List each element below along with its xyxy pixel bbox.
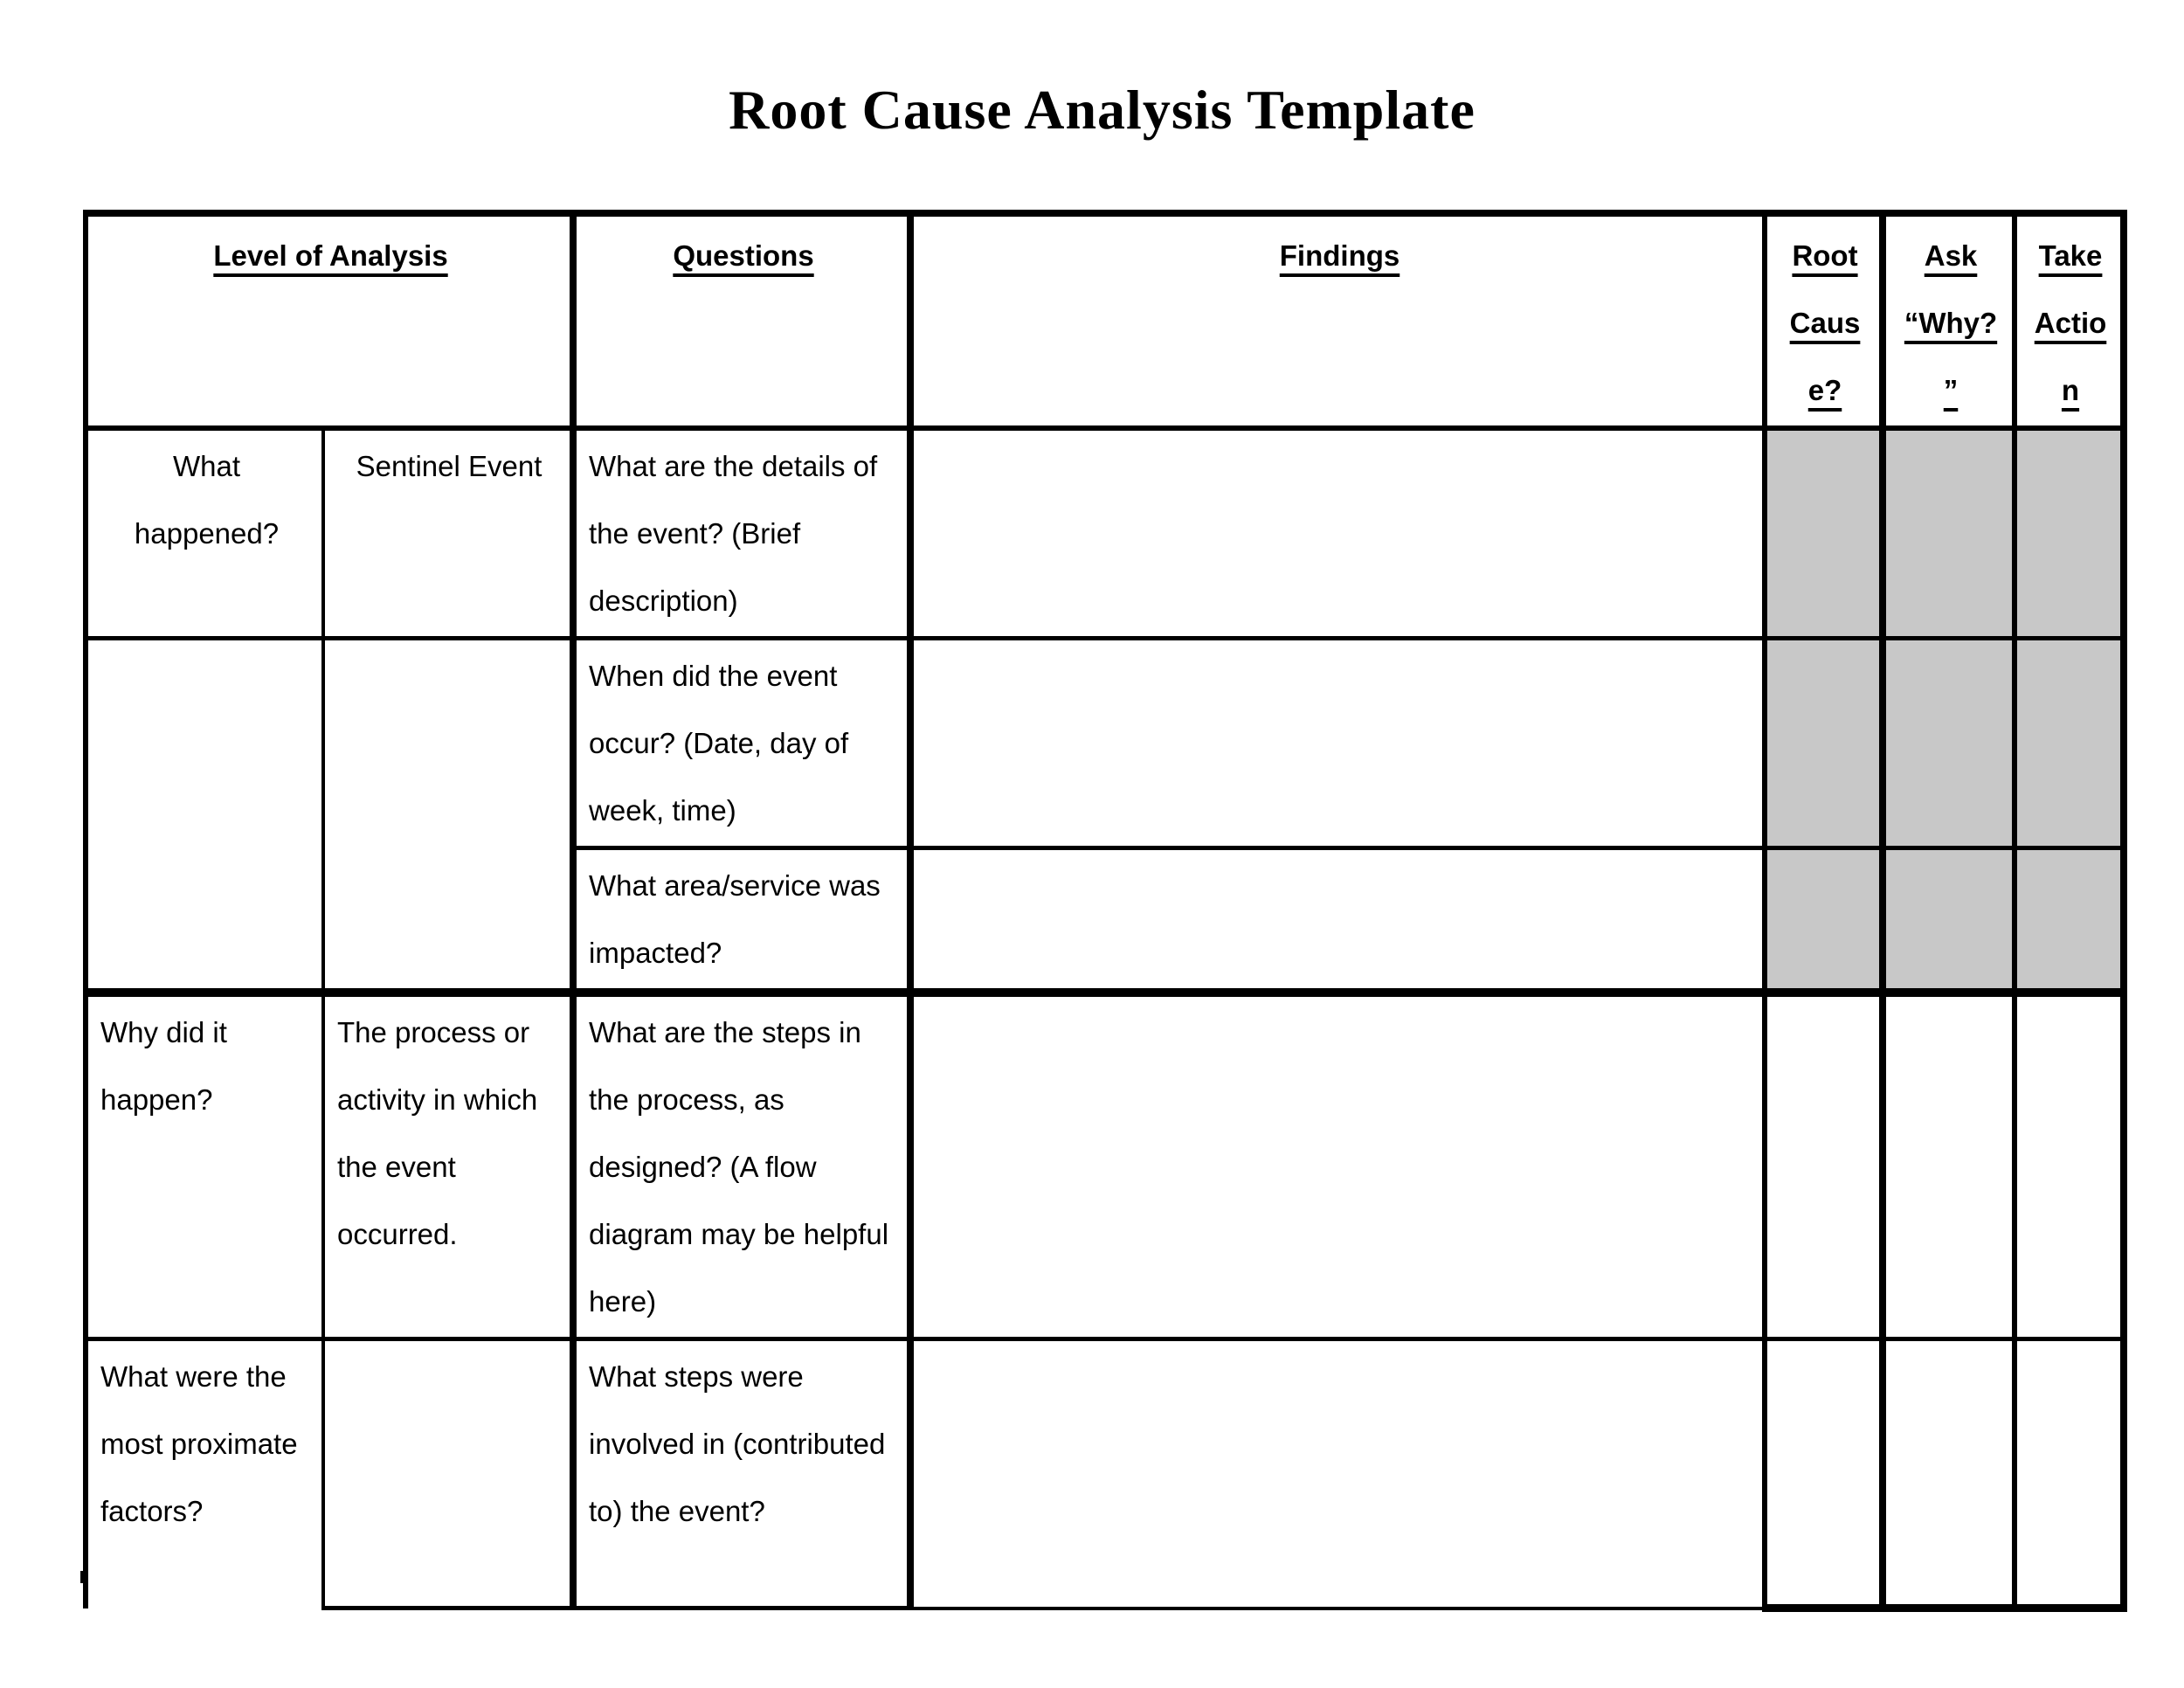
page-title: Root Cause Analysis Template bbox=[729, 79, 1476, 141]
take-action-input-cell[interactable] bbox=[2015, 1339, 2124, 1608]
header-findings bbox=[910, 213, 1765, 428]
header-questions bbox=[573, 213, 910, 428]
header-level-of-analysis-label: Level of Analysis bbox=[213, 239, 448, 272]
level-of-analysis-cell: What happened? bbox=[86, 428, 323, 639]
question-cell: What steps were involved in (contributed to) the event? bbox=[573, 1339, 910, 1608]
table-row bbox=[86, 428, 2124, 639]
root-cause-shaded-cell bbox=[1765, 639, 1883, 848]
level-of-analysis-cell[interactable] bbox=[86, 639, 323, 993]
question-cell: What are the details of the event? (Brief description) bbox=[573, 428, 910, 639]
header-take-action bbox=[2015, 213, 2124, 428]
findings-input-cell[interactable] bbox=[910, 993, 1765, 1339]
root-cause-shaded-cell bbox=[1765, 428, 1883, 639]
sub-level-cell[interactable] bbox=[323, 1339, 573, 1608]
take-action-shaded-cell bbox=[2015, 428, 2124, 639]
sub-level-cell[interactable] bbox=[323, 639, 573, 993]
rca-table bbox=[83, 210, 2127, 1612]
header-ask-why-label: Ask “Why? ” bbox=[1904, 239, 1998, 406]
root-cause-shaded-cell bbox=[1765, 848, 1883, 993]
level-of-analysis-cell: What were the most proximate factors? bbox=[86, 1339, 323, 1608]
header-root-cause-label: Root Caus e? bbox=[1789, 239, 1861, 406]
table-row bbox=[86, 993, 2124, 1339]
ask-why-input-cell[interactable] bbox=[1883, 993, 2015, 1339]
sub-level-cell: The process or activity in which the event occurred. bbox=[323, 993, 573, 1339]
question-cell: What are the steps in the process, as designed? (A flow diagram may be helpful here) bbox=[573, 993, 910, 1339]
root-cause-input-cell[interactable] bbox=[1765, 1339, 1883, 1608]
question-cell: What area/service was impacted? bbox=[573, 848, 910, 993]
findings-input-cell[interactable] bbox=[910, 639, 1765, 848]
take-action-input-cell[interactable] bbox=[2015, 993, 2124, 1339]
ask-why-input-cell[interactable] bbox=[1883, 1339, 2015, 1608]
ask-why-shaded-cell bbox=[1883, 848, 2015, 993]
table-left-border-tail bbox=[80, 1571, 86, 1583]
header-take-action-label: Take Actio n bbox=[2034, 239, 2107, 406]
level-of-analysis-cell: Why did it happen? bbox=[86, 993, 323, 1339]
root-cause-input-cell[interactable] bbox=[1765, 993, 1883, 1339]
findings-input-cell[interactable] bbox=[910, 848, 1765, 993]
table-row bbox=[86, 639, 2124, 848]
header-level-of-analysis bbox=[86, 213, 573, 428]
take-action-shaded-cell bbox=[2015, 639, 2124, 848]
ask-why-shaded-cell bbox=[1883, 639, 2015, 848]
ask-why-shaded-cell bbox=[1883, 428, 2015, 639]
question-cell: When did the event occur? (Date, day of week, time) bbox=[573, 639, 910, 848]
header-row bbox=[86, 213, 2124, 428]
header-root-cause bbox=[1765, 213, 1883, 428]
header-findings-label: Findings bbox=[1279, 239, 1400, 272]
header-ask-why bbox=[1883, 213, 2015, 428]
table-row bbox=[86, 1339, 2124, 1608]
findings-input-cell[interactable] bbox=[910, 1339, 1765, 1608]
findings-input-cell[interactable] bbox=[910, 428, 1765, 639]
header-questions-label: Questions bbox=[673, 239, 814, 272]
take-action-shaded-cell bbox=[2015, 848, 2124, 993]
sub-level-cell: Sentinel Event bbox=[323, 428, 573, 639]
